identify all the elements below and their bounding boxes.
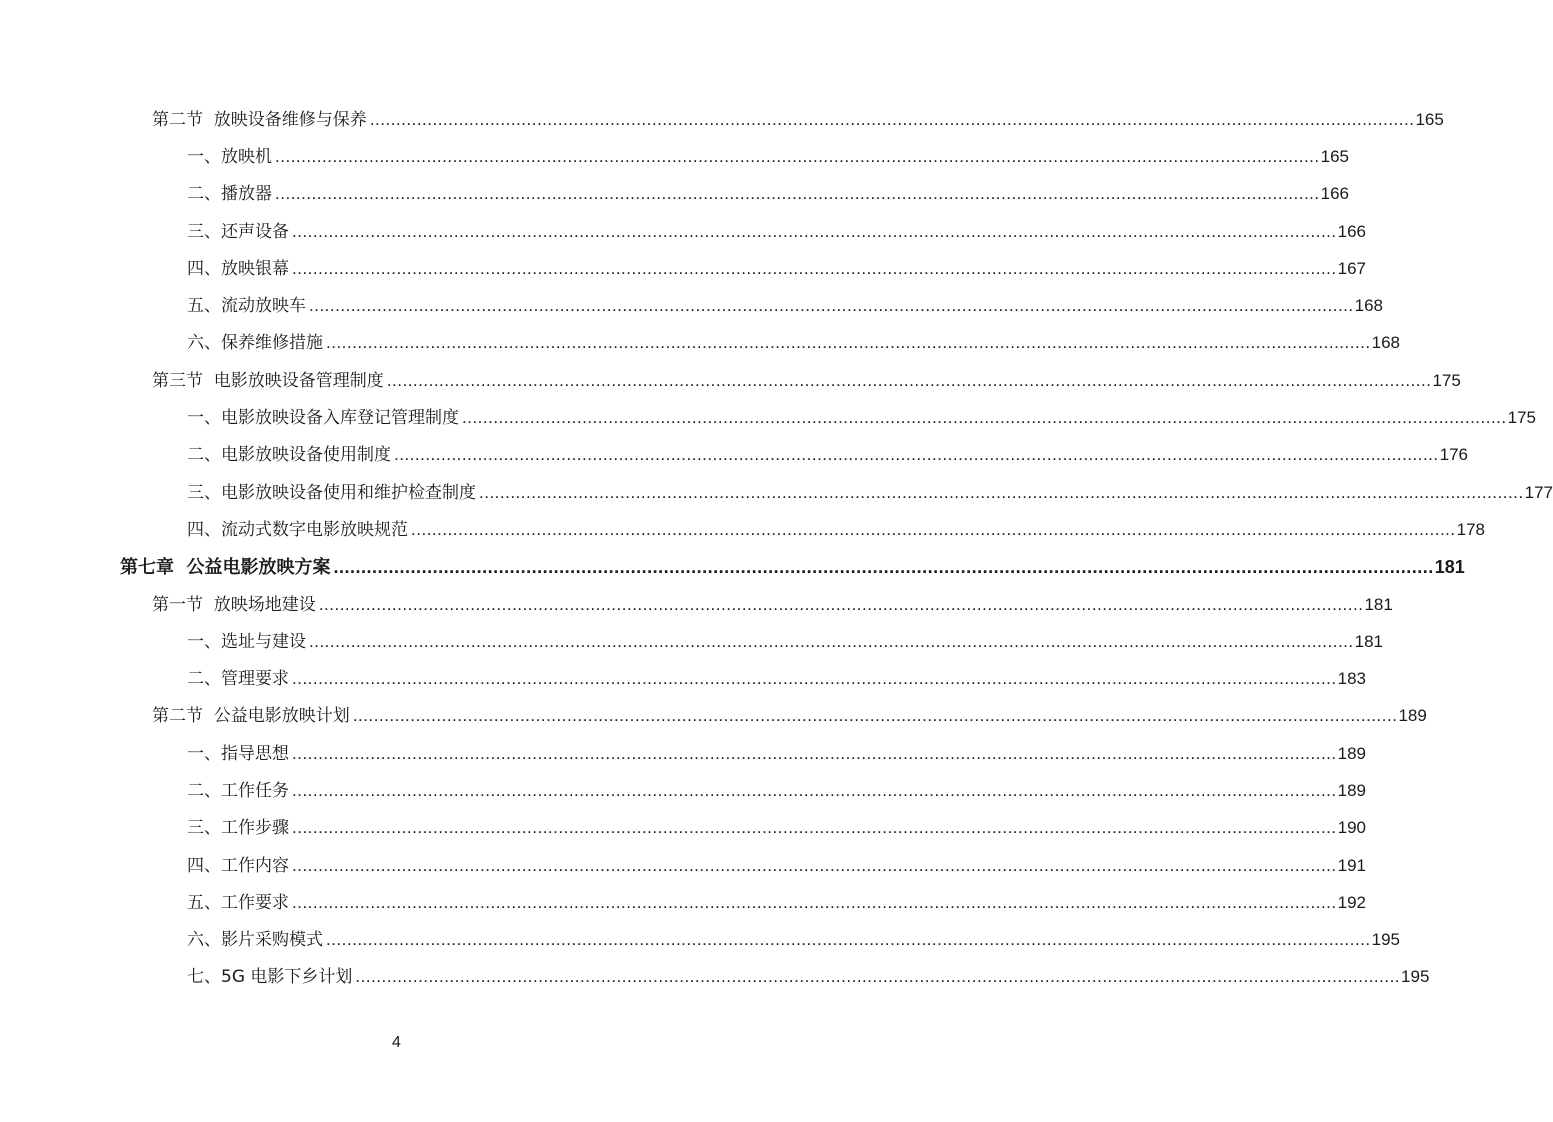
toc-entry-line [120, 556, 1465, 578]
toc-entry-line [187, 146, 1350, 167]
toc-entry-line [187, 669, 1367, 690]
toc-entry-page: 195 [1371, 930, 1401, 950]
toc-item-entry[interactable] [0, 810, 1367, 847]
toc-entry-line [187, 855, 1367, 876]
toc-entry-title: 七、5G 电影下乡计划 [187, 967, 353, 988]
dot-leader: ........................................................................................................................................................................................................ [309, 631, 1354, 651]
toc-entry-page: 195 [1401, 967, 1430, 987]
toc-entry-page: 168 [1354, 296, 1384, 316]
toc-entry-title: 二、电影放映设备使用制度 [187, 445, 391, 466]
dot-leader: ........................................................................................................................................................................................................ [292, 818, 1337, 838]
toc-entry-line [152, 706, 1427, 727]
toc-item-entry[interactable] [0, 287, 1384, 324]
toc-entry-page: 165 [1320, 146, 1350, 166]
toc-entry-title: 一、选址与建设 [187, 631, 306, 652]
toc-entry-title: 第二节 放映设备维修与保养 [152, 109, 367, 130]
dot-leader: ........................................................................................................................................................................................................ [292, 780, 1337, 800]
toc-entry-line [187, 519, 1486, 540]
page-number: 4 [392, 1034, 401, 1051]
toc-item-entry[interactable] [0, 660, 1367, 697]
dot-leader: ........................................................................................................................................................................................................ [394, 445, 1439, 465]
toc-section-entry[interactable] [0, 101, 1444, 138]
toc-entry-line [152, 370, 1461, 391]
toc-entry-title: 二、管理要求 [187, 669, 289, 690]
toc-entry-page: 175 [1432, 370, 1461, 390]
toc-entry-page: 190 [1337, 818, 1367, 838]
toc-entry-title: 四、工作内容 [187, 855, 289, 876]
toc-entry-page: 181 [1354, 631, 1384, 651]
toc-entry-title: 一、放映机 [187, 146, 272, 167]
toc-entry-line [187, 743, 1367, 764]
toc-entry-line [187, 780, 1367, 801]
toc-entry-page: 183 [1337, 669, 1367, 689]
toc-entry-page: 178 [1456, 519, 1486, 539]
toc-entry-line [152, 594, 1393, 615]
toc-item-entry[interactable] [0, 847, 1367, 884]
dot-leader: ........................................................................................................................................................................................................ [292, 258, 1337, 278]
dot-leader: ........................................................................................................................................................................................................ [292, 743, 1337, 763]
toc-entry-line [187, 818, 1367, 839]
dot-leader: ........................................................................................................................................................................................................ [318, 594, 1364, 614]
toc-entry-title: 第三节 电影放映设备管理制度 [152, 370, 384, 391]
dot-leader: ........................................................................................................................................................................................................ [275, 146, 1320, 166]
toc-entry-page: 166 [1320, 184, 1350, 204]
toc-entry-page: 176 [1439, 445, 1469, 465]
toc-section-entry[interactable] [0, 698, 1427, 735]
toc-entry-line [187, 967, 1430, 988]
toc-item-entry[interactable] [0, 399, 1537, 436]
toc-item-entry[interactable] [0, 922, 1401, 959]
toc-entry-title: 二、播放器 [187, 184, 272, 205]
toc-entry-line [187, 221, 1367, 242]
toc-entry-title: 五、工作要求 [187, 892, 289, 913]
dot-leader: ........................................................................................................................................................................................................ [309, 296, 1354, 316]
toc-entry-title: 六、保养维修措施 [187, 333, 323, 354]
dot-leader: ........................................................................................................................................................................................................ [292, 892, 1337, 912]
toc-item-entry[interactable] [0, 511, 1486, 548]
toc-entry-line [187, 296, 1384, 317]
dot-leader: ........................................................................................................................................................................................................ [369, 109, 1415, 129]
toc-entry-page: 168 [1371, 333, 1401, 353]
dot-leader: ........................................................................................................................................................................................................ [292, 221, 1337, 241]
toc-entry-title: 五、流动放映车 [187, 296, 306, 317]
toc-chapter-entry[interactable] [0, 549, 1465, 586]
toc-item-entry[interactable] [0, 176, 1350, 213]
toc-entry-page: 189 [1398, 706, 1427, 726]
toc-entry-line [187, 930, 1401, 951]
toc-entry-page: 165 [1415, 109, 1444, 129]
table-of-contents [0, 101, 1553, 996]
toc-entry-title: 三、还声设备 [187, 221, 289, 242]
toc-entry-title: 四、流动式数字电影放映规范 [187, 519, 408, 540]
toc-entry-page: 166 [1337, 221, 1367, 241]
toc-entry-title: 第一节 放映场地建设 [152, 594, 316, 615]
toc-item-entry[interactable] [0, 735, 1367, 772]
toc-entry-line [187, 631, 1384, 652]
toc-entry-line [187, 445, 1469, 466]
toc-entry-page: 192 [1337, 892, 1367, 912]
toc-entry-line [187, 184, 1350, 205]
dot-leader: ........................................................................................................................................................................................................ [386, 370, 1432, 390]
toc-entry-title: 第七章 公益电影放映方案 [120, 556, 331, 578]
toc-entry-page: 177 [1524, 482, 1553, 502]
toc-entry-title: 三、工作步骤 [187, 818, 289, 839]
toc-entry-line [187, 482, 1553, 503]
toc-item-entry[interactable] [0, 884, 1367, 921]
dot-leader: ........................................................................................................................................................................................................ [462, 408, 1507, 428]
toc-item-entry[interactable] [0, 623, 1384, 660]
dot-leader: ........................................................................................................................................................................................................ [326, 333, 1371, 353]
dot-leader: ........................................................................................................................................................................................................ [333, 556, 1434, 577]
toc-entry-title: 四、放映银幕 [187, 258, 289, 279]
toc-item-entry[interactable] [0, 772, 1367, 809]
toc-entry-line [187, 258, 1367, 279]
dot-leader: ........................................................................................................................................................................................................ [326, 930, 1371, 950]
toc-entry-page: 189 [1337, 743, 1367, 763]
toc-entry-title: 一、电影放映设备入库登记管理制度 [187, 408, 459, 429]
toc-entry-title: 六、影片采购模式 [187, 930, 323, 951]
toc-entry-page: 189 [1337, 780, 1367, 800]
toc-entry-title: 二、工作任务 [187, 780, 289, 801]
toc-entry-title: 一、指导思想 [187, 743, 289, 764]
toc-entry-line [187, 408, 1537, 429]
toc-entry-line [187, 333, 1401, 354]
toc-item-entry[interactable] [0, 959, 1430, 996]
dot-leader: ........................................................................................................................................................................................................ [355, 967, 1401, 987]
toc-entry-page: 191 [1337, 855, 1367, 875]
toc-item-entry[interactable] [0, 437, 1469, 474]
dot-leader: ........................................................................................................................................................................................................ [479, 482, 1524, 502]
dot-leader: ........................................................................................................................................................................................................ [352, 706, 1398, 726]
toc-entry-page: 181 [1364, 594, 1393, 614]
toc-entry-title: 第二节 公益电影放映计划 [152, 706, 350, 727]
toc-item-entry[interactable] [0, 325, 1401, 362]
dot-leader: ........................................................................................................................................................................................................ [275, 184, 1320, 204]
dot-leader: ........................................................................................................................................................................................................ [292, 669, 1337, 689]
toc-entry-page: 175 [1507, 408, 1537, 428]
toc-entry-line [152, 109, 1444, 130]
toc-item-entry[interactable] [0, 138, 1350, 175]
toc-item-entry[interactable] [0, 213, 1367, 250]
dot-leader: ........................................................................................................................................................................................................ [292, 855, 1337, 875]
toc-entry-page: 167 [1337, 258, 1367, 278]
toc-item-entry[interactable] [0, 474, 1553, 511]
toc-item-entry[interactable] [0, 250, 1367, 287]
toc-entry-title: 三、电影放映设备使用和维护检查制度 [187, 482, 476, 503]
toc-entry-page: 181 [1434, 556, 1465, 577]
toc-section-entry[interactable] [0, 586, 1393, 623]
toc-entry-line [187, 892, 1367, 913]
dot-leader: ........................................................................................................................................................................................................ [411, 519, 1456, 539]
toc-section-entry[interactable] [0, 362, 1461, 399]
